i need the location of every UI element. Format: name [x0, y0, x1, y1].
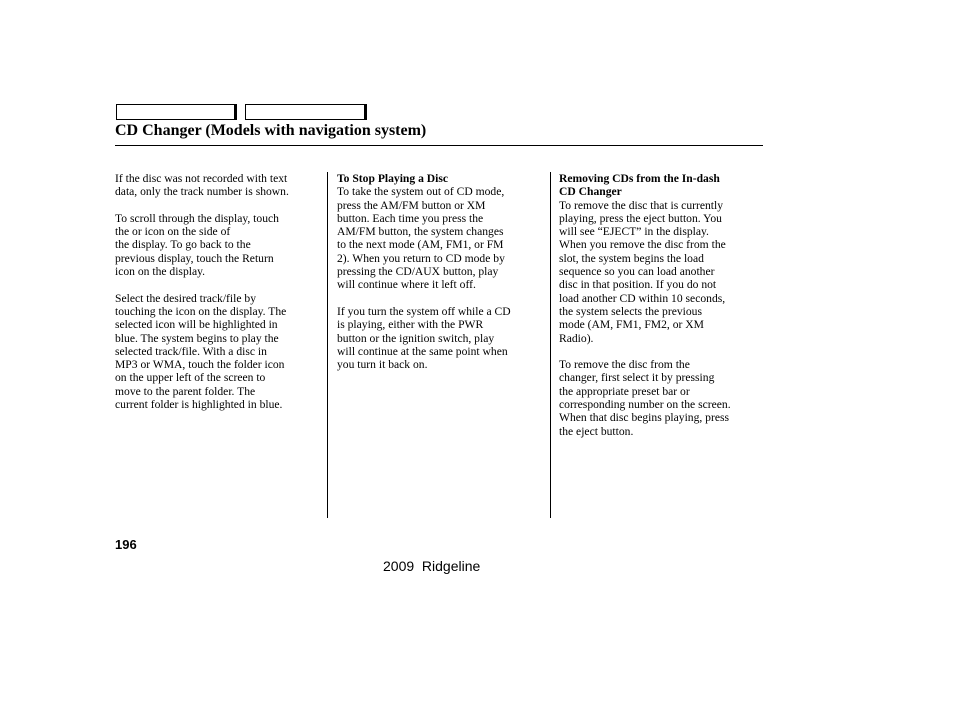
header-tab-left: [116, 104, 237, 120]
right-subheading: Removing CDs from the In-dash CD Changer: [559, 172, 720, 199]
column-left: [115, 172, 327, 425]
column-right: [559, 172, 771, 451]
header-tab-right: [245, 104, 367, 120]
page-number: 196: [115, 537, 137, 552]
column-divider-1: [327, 172, 328, 518]
title-rule: [115, 145, 763, 146]
column-middle: [337, 172, 549, 385]
footer-model: 2009 Ridgeline: [383, 558, 481, 574]
left-paragraph-2: To scroll through the display, touch the or icon on the side of the display. To go back to the previous display, touch the Return icon on the display.: [115, 211, 279, 279]
left-paragraph-3: Select the desired track/file by touching the icon on the display. The selected icon will be highlighted in blue. The system begins to play the selected track/file. With a disc in MP3 or WMA, touch the folder icon on the upper left of the screen to move to the parent folder. The current folder is highlighted in blue.: [115, 291, 287, 412]
middle-paragraph-2: If you turn the system off while a CD is playing, either with the PWR button or the ignition switch, play will continue at the same point when you turn it back on.: [337, 304, 511, 372]
column-divider-2: [550, 172, 551, 518]
left-paragraph-1: If the disc was not recorded with text data, only the track number is shown.: [115, 172, 289, 199]
right-paragraph-2: To remove the disc from the changer, first select it by pressing the appropriate preset bar or corresponding number on the screen. When that disc begins playing, press the eject button.: [559, 358, 731, 438]
section-title: CD Changer (Models with navigation system): [115, 122, 427, 139]
middle-subheading: To Stop Playing a Disc: [337, 172, 449, 185]
middle-paragraph-1: To take the system out of CD mode, press the AM/FM button or XM button. Each time you press the AM/FM button, the system changes to the next mode (AM, FM1, or FM 2). When you return to CD mode by pressing the CD/AUX button, play will continue where it left off.: [337, 185, 505, 292]
right-paragraph-1: To remove the disc that is currently playing, press the eject button. You will see “EJECT” in the display. When you remove the disc from the slot, the system begins the load sequence so you can load another disc in that position. If you do not load another CD within 10 seconds, the system selects the previous mode (AM, FM1, FM2, or XM Radio).: [559, 198, 726, 345]
